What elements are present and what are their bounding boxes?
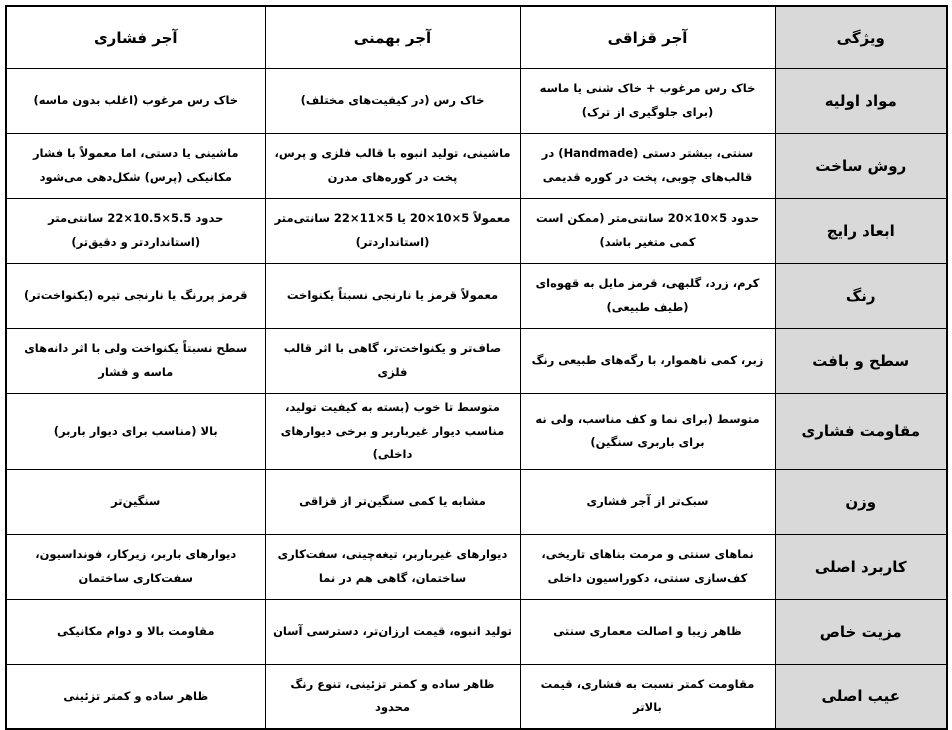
cell-feshari: دیوارهای باربر، زیرکار، فونداسیون، سفت‌کاری ساختمان: [6, 534, 265, 599]
row-feature-label: کاربرد اصلی: [775, 534, 947, 599]
cell-bahmani: متوسط تا خوب (بسته به کیفیت تولید، مناسب دیوار غیرباربر و برخی دیوارهای داخلی): [265, 394, 520, 470]
table-row: [6, 199, 947, 264]
comparison-table-container: [5, 5, 946, 715]
header-feature: ویژگی: [775, 6, 947, 69]
table-row: [6, 264, 947, 329]
cell-gazaghi: سبک‌تر از آجر فشاری: [520, 469, 775, 534]
cell-feshari: قرمز پررنگ یا نارنجی تیره (یکنواخت‌تر): [6, 264, 265, 329]
cell-gazaghi: زبر، کمی ناهموار، با رگه‌های طبیعی رنگ: [520, 329, 775, 394]
table-row: [6, 134, 947, 199]
cell-feshari: ظاهر ساده و کمتر تزئینی: [6, 664, 265, 729]
row-feature-label: سطح و بافت: [775, 329, 947, 394]
cell-gazaghi: کرم، زرد، گلبهی، قرمز مایل به قهوه‌ای (طیف طبیعی): [520, 264, 775, 329]
table-row: [6, 329, 947, 394]
brick-comparison-table: [5, 5, 948, 730]
cell-bahmani: دیوارهای غیرباربر، تیغه‌چینی، سفت‌کاری ساختمان، گاهی هم در نما: [265, 534, 520, 599]
cell-gazaghi: متوسط (برای نما و کف مناسب، ولی نه برای باربری سنگین): [520, 394, 775, 470]
cell-feshari: حدود 5.5×10.5×22 سانتی‌متر (استانداردتر و دقیق‌تر): [6, 199, 265, 264]
header-feshari-brick: آجر فشاری: [6, 6, 265, 69]
header-row: [6, 6, 947, 69]
row-feature-label: ابعاد رایج: [775, 199, 947, 264]
cell-bahmani: معمولاً قرمز یا نارنجی نسبتاً یکنواخت: [265, 264, 520, 329]
cell-feshari: بالا (مناسب برای دیوار باربر): [6, 394, 265, 470]
cell-bahmani: صاف‌تر و یکنواخت‌تر، گاهی با اثر قالب فلزی: [265, 329, 520, 394]
header-gazaghi-brick: آجر قزاقی: [520, 6, 775, 69]
cell-bahmani: ظاهر ساده و کمتر تزئینی، تنوع رنگ محدود: [265, 664, 520, 729]
cell-gazaghi: حدود 5×10×20 سانتی‌متر (ممکن است کمی متغیر باشد): [520, 199, 775, 264]
cell-feshari: سنگین‌تر: [6, 469, 265, 534]
row-feature-label: عیب اصلی: [775, 664, 947, 729]
cell-bahmani: تولید انبوه، قیمت ارزان‌تر، دسترسی آسان: [265, 599, 520, 664]
row-feature-label: مقاومت فشاری: [775, 394, 947, 470]
row-feature-label: مزیت خاص: [775, 599, 947, 664]
cell-gazaghi: مقاومت کمتر نسبت به فشاری، قیمت بالاتر: [520, 664, 775, 729]
cell-gazaghi: سنتی، بیشتر دستی (Handmade) در قالب‌های چوبی، پخت در کوره قدیمی: [520, 134, 775, 199]
table-row: [6, 534, 947, 599]
row-feature-label: روش ساخت: [775, 134, 947, 199]
cell-feshari: مقاومت بالا و دوام مکانیکی: [6, 599, 265, 664]
row-feature-label: رنگ: [775, 264, 947, 329]
cell-bahmani: خاک رس (در کیفیت‌های مختلف): [265, 69, 520, 134]
row-feature-label: مواد اولیه: [775, 69, 947, 134]
cell-bahmani: معمولاً 5×10×20 یا 5×11×22 سانتی‌متر (استانداردتر): [265, 199, 520, 264]
cell-bahmani: ماشینی، تولید انبوه با قالب فلزی و پرس، پخت در کوره‌های مدرن: [265, 134, 520, 199]
table-row: [6, 394, 947, 470]
cell-bahmani: مشابه یا کمی سنگین‌تر از قزاقی: [265, 469, 520, 534]
cell-gazaghi: نماهای سنتی و مرمت بناهای تاریخی، کف‌سازی سنتی، دکوراسیون داخلی: [520, 534, 775, 599]
cell-feshari: ماشینی یا دستی، اما معمولاً با فشار مکانیکی (پرس) شکل‌دهی می‌شود: [6, 134, 265, 199]
cell-feshari: خاک رس مرغوب (اغلب بدون ماسه): [6, 69, 265, 134]
table-row: [6, 69, 947, 134]
header-bahmani-brick: آجر بهمنی: [265, 6, 520, 69]
cell-gazaghi: خاک رس مرغوب + خاک شنی یا ماسه (برای جلوگیری از ترک): [520, 69, 775, 134]
row-feature-label: وزن: [775, 469, 947, 534]
cell-gazaghi: ظاهر زیبا و اصالت معماری سنتی: [520, 599, 775, 664]
table-row: [6, 469, 947, 534]
cell-feshari: سطح نسبتاً یکنواخت ولی با اثر دانه‌های ماسه و فشار: [6, 329, 265, 394]
table-row: [6, 664, 947, 729]
table-row: [6, 599, 947, 664]
